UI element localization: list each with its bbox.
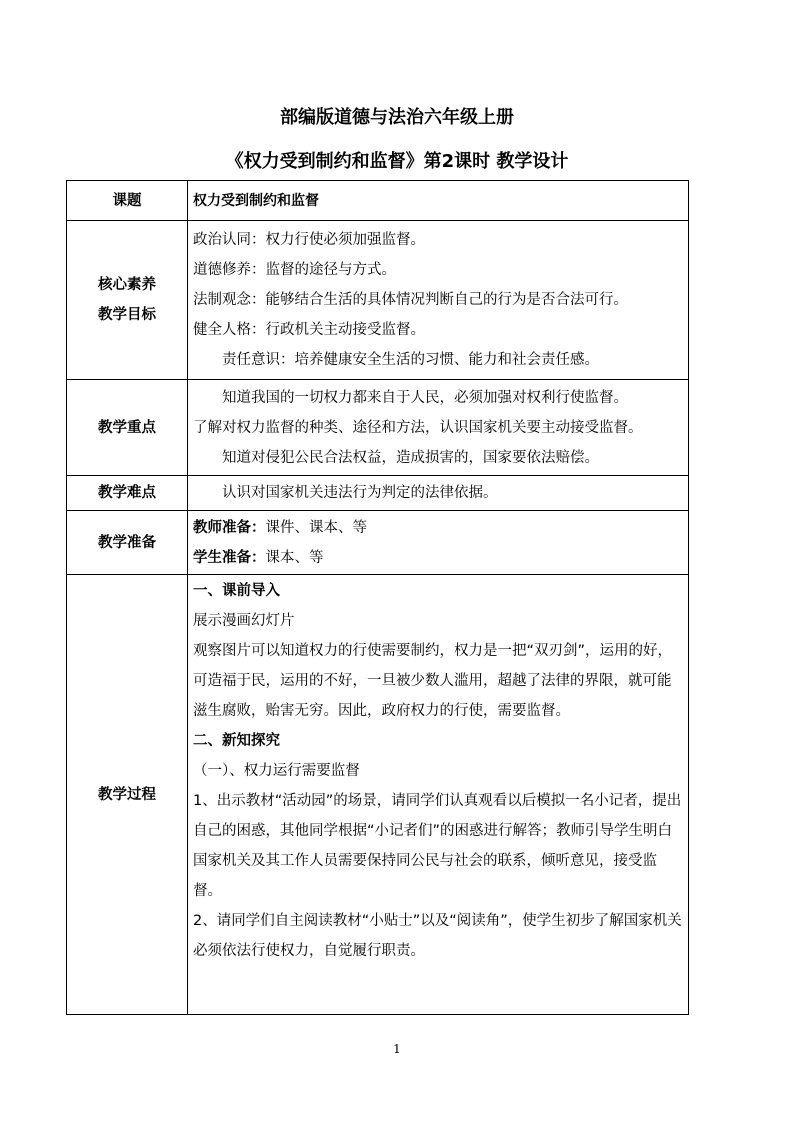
topic-text: 权力受到制约和监督 [193, 192, 319, 209]
table-row-preparation [67, 511, 689, 575]
page-number: 1 [393, 1042, 401, 1056]
goal-personality: 健全人格：行政机关主动接受监督。 [193, 322, 425, 338]
key-point-1: 知道我国的一切权力都来自于人民，必须加强对权利行使监督。 [222, 389, 628, 406]
difficulties-label: 教学难点 [67, 476, 188, 511]
preparation-value [188, 511, 689, 575]
key-point-2: 了解对权力监督的种类、途径和方法，认识国家机关要主动接受监督。 [193, 419, 643, 436]
section2-subheading: （一）、权力运行需要监督 [193, 763, 360, 779]
key-points-label: 教学重点 [67, 380, 188, 476]
key-point-3: 知道对侵犯公民合法权益，造成损害的，国家要依法赔偿。 [222, 449, 599, 466]
preparation-label: 教学准备 [67, 511, 188, 575]
student-prep-label: 学生准备： [193, 549, 266, 566]
table-row-key-points [67, 380, 689, 476]
difficulties-value [188, 476, 689, 511]
topic-value [188, 181, 689, 221]
goal-legal: 法制观念：能够结合生活的具体情况判断自己的行为是否合法可行。 [193, 292, 628, 308]
student-prep-value: 课本、等 [265, 549, 324, 566]
goal-responsibility: 责任意识：培养健康安全生活的习惯、能力和社会责任感。 [222, 352, 599, 368]
section2-heading: 二、新知探究 [193, 733, 280, 749]
lesson-plan-table [66, 180, 689, 1015]
core-goals-label-line2: 教学目标 [98, 307, 156, 323]
document-subtitle: 《权力受到制约和监督》第2课时 教学设计 [225, 151, 569, 172]
key-points-value [188, 380, 689, 476]
section1-paragraph: 观察图片可以知道权力的行使需要制约，权力是一把“双刃剑”，运用的好，可造福于民，运用的不好，一旦被少数人滥用，超越了法律的界限，就可能滋生腐败，贻害无穷。因此，政府权力的行使，需要监督。 [193, 643, 673, 719]
process-label: 教学过程 [67, 575, 188, 1015]
difficulty-text: 认识对国家机关违法行为判定的法律依据。 [222, 485, 498, 501]
teacher-prep [193, 513, 683, 543]
goal-moral: 道德修养：监督的途径与方式。 [193, 262, 396, 278]
section1-heading: 一、课前导入 [193, 583, 280, 599]
section1-line1: 展示漫画幻灯片 [193, 613, 295, 629]
student-prep [193, 543, 683, 573]
core-goals-label-line1: 核心素养 [98, 277, 156, 293]
document-title: 部编版道德与法治六年级上册 [280, 107, 514, 128]
core-goals-label [67, 221, 188, 380]
table-row-core-goals [67, 221, 689, 380]
topic-label: 课题 [67, 181, 188, 221]
teacher-prep-value: 课件、课本、等 [265, 519, 367, 536]
table-row-topic [67, 181, 689, 221]
core-goals-value [188, 221, 689, 380]
section2-paragraph1: 1、出示教材“活动园”的场景，请同学们认真观看以后模拟一名小记者，提出自己的困惑，其他同学根据“小记者们”的困惑进行解答；教师引导学生明白国家机关及其工作人员需要保持同公民与社会的联系，倾听意见，接受监督。 [193, 793, 682, 899]
process-value [188, 575, 689, 1015]
teacher-prep-label: 教师准备： [193, 519, 266, 536]
goal-political: 政治认同：权力行使必须加强监督。 [193, 232, 425, 248]
section2-paragraph2: 2、请同学们自主阅读教材“小贴士”以及“阅读角”，使学生初步了解国家机关必须依法行使权力，自觉履行职责。 [193, 913, 682, 959]
table-row-process [67, 575, 689, 1015]
table-row-difficulties [67, 476, 689, 511]
